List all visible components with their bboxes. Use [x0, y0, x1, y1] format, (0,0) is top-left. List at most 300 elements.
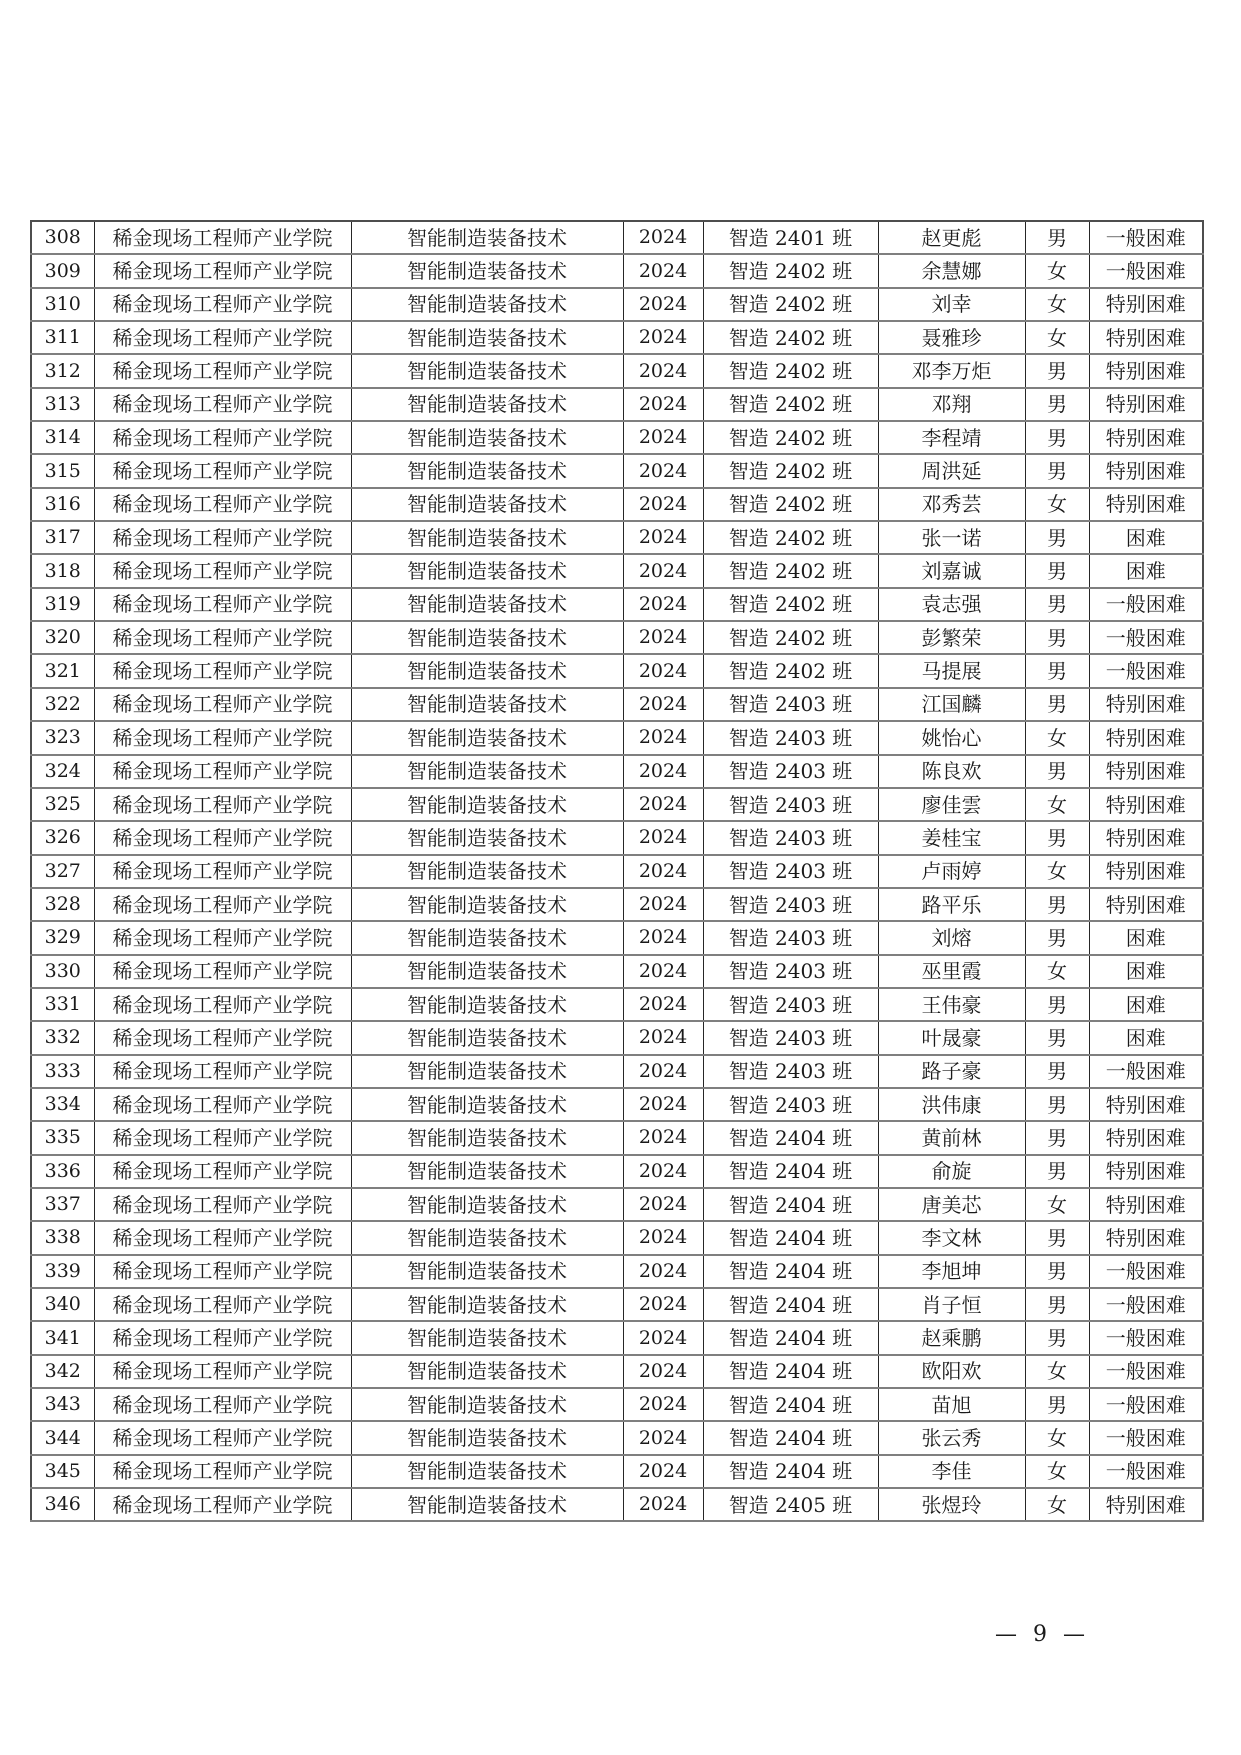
cell-major: 智能制造装备技术: [351, 1155, 623, 1188]
cell-serial-number: 334: [31, 1088, 94, 1121]
table-row: [31, 955, 1203, 988]
cell-major: 智能制造装备技术: [351, 1321, 623, 1354]
table-row: [31, 688, 1203, 721]
cell-serial-number: 313: [31, 388, 94, 421]
cell-class: 智造 2403 班: [703, 821, 878, 854]
cell-grade-year: 2024: [623, 955, 703, 988]
cell-college: 稀金现场工程师产业学院: [94, 654, 351, 687]
cell-grade-year: 2024: [623, 488, 703, 521]
table-row: [31, 521, 1203, 554]
table-row: [31, 855, 1203, 888]
cell-difficulty-level: 一般困难: [1089, 588, 1203, 621]
cell-major: 智能制造装备技术: [351, 588, 623, 621]
cell-major: 智能制造装备技术: [351, 1121, 623, 1154]
table-row: [31, 254, 1203, 287]
cell-grade-year: 2024: [623, 1488, 703, 1521]
cell-grade-year: 2024: [623, 1088, 703, 1121]
cell-difficulty-level: 一般困难: [1089, 1455, 1203, 1488]
cell-difficulty-level: 特别困难: [1089, 755, 1203, 788]
cell-student-name: 路子豪: [878, 1055, 1025, 1088]
cell-difficulty-level: 一般困难: [1089, 1255, 1203, 1288]
cell-serial-number: 309: [31, 254, 94, 287]
cell-gender: 男: [1025, 421, 1089, 454]
cell-class: 智造 2403 班: [703, 1021, 878, 1054]
table-row: [31, 1021, 1203, 1054]
cell-student-name: 路平乐: [878, 888, 1025, 921]
cell-college: 稀金现场工程师产业学院: [94, 821, 351, 854]
cell-serial-number: 344: [31, 1421, 94, 1454]
cell-student-name: 彭繁荣: [878, 621, 1025, 654]
cell-difficulty-level: 特别困难: [1089, 1121, 1203, 1154]
cell-student-name: 张煜玲: [878, 1488, 1025, 1521]
table-row: [31, 1421, 1203, 1454]
cell-gender: 男: [1025, 921, 1089, 954]
cell-college: 稀金现场工程师产业学院: [94, 1488, 351, 1521]
cell-student-name: 余慧娜: [878, 254, 1025, 287]
cell-difficulty-level: 困难: [1089, 554, 1203, 587]
cell-difficulty-level: 特别困难: [1089, 888, 1203, 921]
cell-difficulty-level: 一般困难: [1089, 1388, 1203, 1421]
cell-college: 稀金现场工程师产业学院: [94, 888, 351, 921]
cell-class: 智造 2404 班: [703, 1188, 878, 1221]
cell-gender: 女: [1025, 1421, 1089, 1454]
cell-major: 智能制造装备技术: [351, 1088, 623, 1121]
cell-difficulty-level: 困难: [1089, 1021, 1203, 1054]
cell-gender: 男: [1025, 1121, 1089, 1154]
table-row: [31, 321, 1203, 354]
cell-gender: 男: [1025, 755, 1089, 788]
cell-college: 稀金现场工程师产业学院: [94, 1221, 351, 1254]
table-row: [31, 421, 1203, 454]
cell-difficulty-level: 特别困难: [1089, 488, 1203, 521]
cell-major: 智能制造装备技术: [351, 254, 623, 287]
cell-student-name: 李文林: [878, 1221, 1025, 1254]
cell-college: 稀金现场工程师产业学院: [94, 588, 351, 621]
table-row: [31, 1355, 1203, 1388]
cell-college: 稀金现场工程师产业学院: [94, 1321, 351, 1354]
cell-serial-number: 338: [31, 1221, 94, 1254]
cell-difficulty-level: 一般困难: [1089, 1288, 1203, 1321]
cell-college: 稀金现场工程师产业学院: [94, 1021, 351, 1054]
cell-college: 稀金现场工程师产业学院: [94, 554, 351, 587]
cell-difficulty-level: 特别困难: [1089, 855, 1203, 888]
cell-student-name: 聂雅珍: [878, 321, 1025, 354]
cell-gender: 女: [1025, 721, 1089, 754]
cell-major: 智能制造装备技术: [351, 688, 623, 721]
cell-student-name: 周洪延: [878, 454, 1025, 487]
cell-serial-number: 332: [31, 1021, 94, 1054]
cell-student-name: 巫里霞: [878, 955, 1025, 988]
cell-college: 稀金现场工程师产业学院: [94, 221, 351, 254]
cell-major: 智能制造装备技术: [351, 421, 623, 454]
cell-difficulty-level: 一般困难: [1089, 221, 1203, 254]
cell-grade-year: 2024: [623, 1121, 703, 1154]
cell-major: 智能制造装备技术: [351, 1021, 623, 1054]
cell-difficulty-level: 特别困难: [1089, 321, 1203, 354]
cell-college: 稀金现场工程师产业学院: [94, 388, 351, 421]
cell-gender: 女: [1025, 488, 1089, 521]
table-row: [31, 988, 1203, 1021]
cell-serial-number: 337: [31, 1188, 94, 1221]
cell-class: 智造 2404 班: [703, 1355, 878, 1388]
cell-college: 稀金现场工程师产业学院: [94, 488, 351, 521]
cell-student-name: 赵更彪: [878, 221, 1025, 254]
cell-major: 智能制造装备技术: [351, 1488, 623, 1521]
cell-serial-number: 339: [31, 1255, 94, 1288]
cell-serial-number: 316: [31, 488, 94, 521]
cell-college: 稀金现场工程师产业学院: [94, 688, 351, 721]
cell-class: 智造 2404 班: [703, 1288, 878, 1321]
cell-college: 稀金现场工程师产业学院: [94, 755, 351, 788]
cell-major: 智能制造装备技术: [351, 988, 623, 1021]
cell-student-name: 张云秀: [878, 1421, 1025, 1454]
cell-grade-year: 2024: [623, 1388, 703, 1421]
cell-class: 智造 2402 班: [703, 288, 878, 321]
cell-college: 稀金现场工程师产业学院: [94, 921, 351, 954]
table-row: [31, 1155, 1203, 1188]
cell-gender: 女: [1025, 788, 1089, 821]
cell-serial-number: 308: [31, 221, 94, 254]
cell-gender: 男: [1025, 821, 1089, 854]
cell-class: 智造 2402 班: [703, 588, 878, 621]
cell-student-name: 马提展: [878, 654, 1025, 687]
cell-student-name: 陈良欢: [878, 755, 1025, 788]
cell-student-name: 李佳: [878, 1455, 1025, 1488]
table-row: [31, 588, 1203, 621]
cell-major: 智能制造装备技术: [351, 1355, 623, 1388]
table-row: [31, 1121, 1203, 1154]
cell-student-name: 姜桂宝: [878, 821, 1025, 854]
table-row: [31, 488, 1203, 521]
table-row: [31, 921, 1203, 954]
cell-student-name: 江国麟: [878, 688, 1025, 721]
cell-serial-number: 335: [31, 1121, 94, 1154]
cell-serial-number: 342: [31, 1355, 94, 1388]
cell-class: 智造 2401 班: [703, 221, 878, 254]
cell-serial-number: 312: [31, 354, 94, 387]
cell-difficulty-level: 特别困难: [1089, 454, 1203, 487]
cell-student-name: 李旭坤: [878, 1255, 1025, 1288]
cell-grade-year: 2024: [623, 1321, 703, 1354]
cell-gender: 男: [1025, 1155, 1089, 1188]
cell-class: 智造 2402 班: [703, 454, 878, 487]
cell-difficulty-level: 一般困难: [1089, 1321, 1203, 1354]
cell-grade-year: 2024: [623, 1221, 703, 1254]
cell-major: 智能制造装备技术: [351, 721, 623, 754]
cell-college: 稀金现场工程师产业学院: [94, 254, 351, 287]
cell-gender: 男: [1025, 588, 1089, 621]
cell-grade-year: 2024: [623, 688, 703, 721]
cell-class: 智造 2404 班: [703, 1388, 878, 1421]
cell-difficulty-level: 特别困难: [1089, 1088, 1203, 1121]
cell-serial-number: 336: [31, 1155, 94, 1188]
cell-difficulty-level: 特别困难: [1089, 288, 1203, 321]
cell-grade-year: 2024: [623, 588, 703, 621]
cell-class: 智造 2404 班: [703, 1455, 878, 1488]
cell-class: 智造 2404 班: [703, 1321, 878, 1354]
cell-difficulty-level: 一般困难: [1089, 654, 1203, 687]
cell-difficulty-level: 困难: [1089, 921, 1203, 954]
cell-class: 智造 2402 班: [703, 554, 878, 587]
cell-grade-year: 2024: [623, 354, 703, 387]
table-row: [31, 1188, 1203, 1221]
cell-difficulty-level: 困难: [1089, 988, 1203, 1021]
cell-class: 智造 2402 班: [703, 421, 878, 454]
cell-serial-number: 321: [31, 654, 94, 687]
cell-difficulty-level: 困难: [1089, 955, 1203, 988]
cell-college: 稀金现场工程师产业学院: [94, 1121, 351, 1154]
cell-gender: 男: [1025, 888, 1089, 921]
cell-student-name: 俞旋: [878, 1155, 1025, 1188]
cell-difficulty-level: 特别困难: [1089, 688, 1203, 721]
cell-class: 智造 2404 班: [703, 1221, 878, 1254]
cell-class: 智造 2404 班: [703, 1421, 878, 1454]
cell-gender: 男: [1025, 988, 1089, 1021]
cell-difficulty-level: 特别困难: [1089, 788, 1203, 821]
cell-serial-number: 341: [31, 1321, 94, 1354]
cell-grade-year: 2024: [623, 321, 703, 354]
cell-gender: 男: [1025, 1221, 1089, 1254]
cell-major: 智能制造装备技术: [351, 621, 623, 654]
cell-grade-year: 2024: [623, 388, 703, 421]
cell-major: 智能制造装备技术: [351, 221, 623, 254]
cell-college: 稀金现场工程师产业学院: [94, 1388, 351, 1421]
cell-college: 稀金现场工程师产业学院: [94, 788, 351, 821]
cell-student-name: 叶晟豪: [878, 1021, 1025, 1054]
cell-grade-year: 2024: [623, 721, 703, 754]
cell-class: 智造 2403 班: [703, 988, 878, 1021]
cell-major: 智能制造装备技术: [351, 354, 623, 387]
table-row: [31, 1088, 1203, 1121]
cell-major: 智能制造装备技术: [351, 288, 623, 321]
cell-grade-year: 2024: [623, 755, 703, 788]
cell-difficulty-level: 困难: [1089, 521, 1203, 554]
cell-student-name: 赵乘鹏: [878, 1321, 1025, 1354]
cell-gender: 女: [1025, 1355, 1089, 1388]
cell-student-name: 邓秀芸: [878, 488, 1025, 521]
cell-grade-year: 2024: [623, 1455, 703, 1488]
cell-class: 智造 2405 班: [703, 1488, 878, 1521]
cell-grade-year: 2024: [623, 654, 703, 687]
table-row: [31, 221, 1203, 254]
table-row: [31, 554, 1203, 587]
cell-student-name: 刘熔: [878, 921, 1025, 954]
cell-major: 智能制造装备技术: [351, 1055, 623, 1088]
table-row: [31, 1255, 1203, 1288]
cell-serial-number: 324: [31, 755, 94, 788]
cell-difficulty-level: 一般困难: [1089, 1355, 1203, 1388]
cell-gender: 男: [1025, 388, 1089, 421]
cell-serial-number: 328: [31, 888, 94, 921]
cell-college: 稀金现场工程师产业学院: [94, 321, 351, 354]
cell-grade-year: 2024: [623, 788, 703, 821]
cell-student-name: 邓翔: [878, 388, 1025, 421]
cell-grade-year: 2024: [623, 454, 703, 487]
table-row: [31, 454, 1203, 487]
cell-major: 智能制造装备技术: [351, 855, 623, 888]
cell-grade-year: 2024: [623, 888, 703, 921]
cell-grade-year: 2024: [623, 554, 703, 587]
cell-student-name: 王伟豪: [878, 988, 1025, 1021]
cell-major: 智能制造装备技术: [351, 1455, 623, 1488]
table-row: [31, 1321, 1203, 1354]
cell-college: 稀金现场工程师产业学院: [94, 955, 351, 988]
table-row: [31, 621, 1203, 654]
cell-serial-number: 346: [31, 1488, 94, 1521]
cell-serial-number: 315: [31, 454, 94, 487]
cell-major: 智能制造装备技术: [351, 1221, 623, 1254]
cell-student-name: 欧阳欢: [878, 1355, 1025, 1388]
cell-gender: 男: [1025, 1288, 1089, 1321]
cell-difficulty-level: 一般困难: [1089, 621, 1203, 654]
cell-serial-number: 310: [31, 288, 94, 321]
cell-gender: 男: [1025, 221, 1089, 254]
cell-college: 稀金现场工程师产业学院: [94, 1188, 351, 1221]
cell-gender: 女: [1025, 1455, 1089, 1488]
cell-class: 智造 2402 班: [703, 254, 878, 287]
cell-serial-number: 329: [31, 921, 94, 954]
cell-grade-year: 2024: [623, 621, 703, 654]
cell-gender: 男: [1025, 1021, 1089, 1054]
cell-student-name: 廖佳雲: [878, 788, 1025, 821]
cell-major: 智能制造装备技术: [351, 488, 623, 521]
cell-difficulty-level: 特别困难: [1089, 721, 1203, 754]
cell-serial-number: 340: [31, 1288, 94, 1321]
cell-gender: 女: [1025, 321, 1089, 354]
table-row: [31, 1488, 1203, 1521]
cell-serial-number: 343: [31, 1388, 94, 1421]
table-row: [31, 1455, 1203, 1488]
cell-college: 稀金现场工程师产业学院: [94, 1155, 351, 1188]
cell-major: 智能制造装备技术: [351, 1255, 623, 1288]
cell-gender: 女: [1025, 1488, 1089, 1521]
cell-serial-number: 326: [31, 821, 94, 854]
cell-serial-number: 325: [31, 788, 94, 821]
cell-major: 智能制造装备技术: [351, 654, 623, 687]
cell-major: 智能制造装备技术: [351, 321, 623, 354]
cell-major: 智能制造装备技术: [351, 554, 623, 587]
cell-difficulty-level: 特别困难: [1089, 1488, 1203, 1521]
cell-grade-year: 2024: [623, 1255, 703, 1288]
cell-class: 智造 2403 班: [703, 1088, 878, 1121]
cell-gender: 女: [1025, 855, 1089, 888]
cell-grade-year: 2024: [623, 1021, 703, 1054]
cell-student-name: 卢雨婷: [878, 855, 1025, 888]
student-roster-table: [30, 220, 1204, 1522]
cell-grade-year: 2024: [623, 421, 703, 454]
cell-gender: 男: [1025, 521, 1089, 554]
cell-gender: 女: [1025, 254, 1089, 287]
cell-major: 智能制造装备技术: [351, 755, 623, 788]
cell-major: 智能制造装备技术: [351, 1188, 623, 1221]
cell-gender: 男: [1025, 688, 1089, 721]
cell-difficulty-level: 特别困难: [1089, 388, 1203, 421]
cell-class: 智造 2404 班: [703, 1121, 878, 1154]
cell-serial-number: 330: [31, 955, 94, 988]
cell-difficulty-level: 一般困难: [1089, 1055, 1203, 1088]
cell-grade-year: 2024: [623, 221, 703, 254]
cell-college: 稀金现场工程师产业学院: [94, 721, 351, 754]
cell-serial-number: 327: [31, 855, 94, 888]
cell-serial-number: 320: [31, 621, 94, 654]
cell-major: 智能制造装备技术: [351, 1388, 623, 1421]
table-row: [31, 1388, 1203, 1421]
cell-class: 智造 2402 班: [703, 521, 878, 554]
cell-student-name: 唐美芯: [878, 1188, 1025, 1221]
cell-serial-number: 331: [31, 988, 94, 1021]
cell-class: 智造 2403 班: [703, 921, 878, 954]
cell-difficulty-level: 特别困难: [1089, 354, 1203, 387]
cell-grade-year: 2024: [623, 1421, 703, 1454]
cell-gender: 男: [1025, 354, 1089, 387]
cell-class: 智造 2403 班: [703, 955, 878, 988]
cell-class: 智造 2403 班: [703, 1055, 878, 1088]
cell-gender: 男: [1025, 1388, 1089, 1421]
cell-college: 稀金现场工程师产业学院: [94, 421, 351, 454]
cell-college: 稀金现场工程师产业学院: [94, 1355, 351, 1388]
cell-major: 智能制造装备技术: [351, 821, 623, 854]
cell-serial-number: 322: [31, 688, 94, 721]
cell-college: 稀金现场工程师产业学院: [94, 1055, 351, 1088]
cell-class: 智造 2403 班: [703, 855, 878, 888]
cell-college: 稀金现场工程师产业学院: [94, 1288, 351, 1321]
cell-class: 智造 2403 班: [703, 755, 878, 788]
cell-major: 智能制造装备技术: [351, 521, 623, 554]
cell-major: 智能制造装备技术: [351, 888, 623, 921]
cell-gender: 女: [1025, 1188, 1089, 1221]
cell-gender: 男: [1025, 654, 1089, 687]
cell-gender: 女: [1025, 288, 1089, 321]
cell-serial-number: 311: [31, 321, 94, 354]
cell-difficulty-level: 特别困难: [1089, 1188, 1203, 1221]
cell-difficulty-level: 特别困难: [1089, 421, 1203, 454]
cell-gender: 男: [1025, 1255, 1089, 1288]
cell-student-name: 袁志强: [878, 588, 1025, 621]
cell-gender: 男: [1025, 1088, 1089, 1121]
cell-student-name: 李程靖: [878, 421, 1025, 454]
table-row: [31, 1221, 1203, 1254]
cell-serial-number: 345: [31, 1455, 94, 1488]
cell-serial-number: 314: [31, 421, 94, 454]
cell-serial-number: 323: [31, 721, 94, 754]
cell-student-name: 刘幸: [878, 288, 1025, 321]
cell-difficulty-level: 特别困难: [1089, 821, 1203, 854]
cell-class: 智造 2402 班: [703, 354, 878, 387]
cell-gender: 男: [1025, 1321, 1089, 1354]
cell-grade-year: 2024: [623, 288, 703, 321]
cell-class: 智造 2402 班: [703, 654, 878, 687]
cell-grade-year: 2024: [623, 988, 703, 1021]
cell-student-name: 邓李万炬: [878, 354, 1025, 387]
cell-student-name: 肖子恒: [878, 1288, 1025, 1321]
cell-college: 稀金现场工程师产业学院: [94, 988, 351, 1021]
cell-major: 智能制造装备技术: [351, 1421, 623, 1454]
table-row: [31, 654, 1203, 687]
cell-major: 智能制造装备技术: [351, 788, 623, 821]
cell-serial-number: 319: [31, 588, 94, 621]
cell-class: 智造 2402 班: [703, 321, 878, 354]
table-row: [31, 1288, 1203, 1321]
table-row: [31, 821, 1203, 854]
cell-class: 智造 2403 班: [703, 688, 878, 721]
cell-grade-year: 2024: [623, 855, 703, 888]
cell-college: 稀金现场工程师产业学院: [94, 855, 351, 888]
cell-college: 稀金现场工程师产业学院: [94, 1255, 351, 1288]
cell-student-name: 刘嘉诚: [878, 554, 1025, 587]
cell-college: 稀金现场工程师产业学院: [94, 621, 351, 654]
table-row: [31, 354, 1203, 387]
table-row: [31, 788, 1203, 821]
